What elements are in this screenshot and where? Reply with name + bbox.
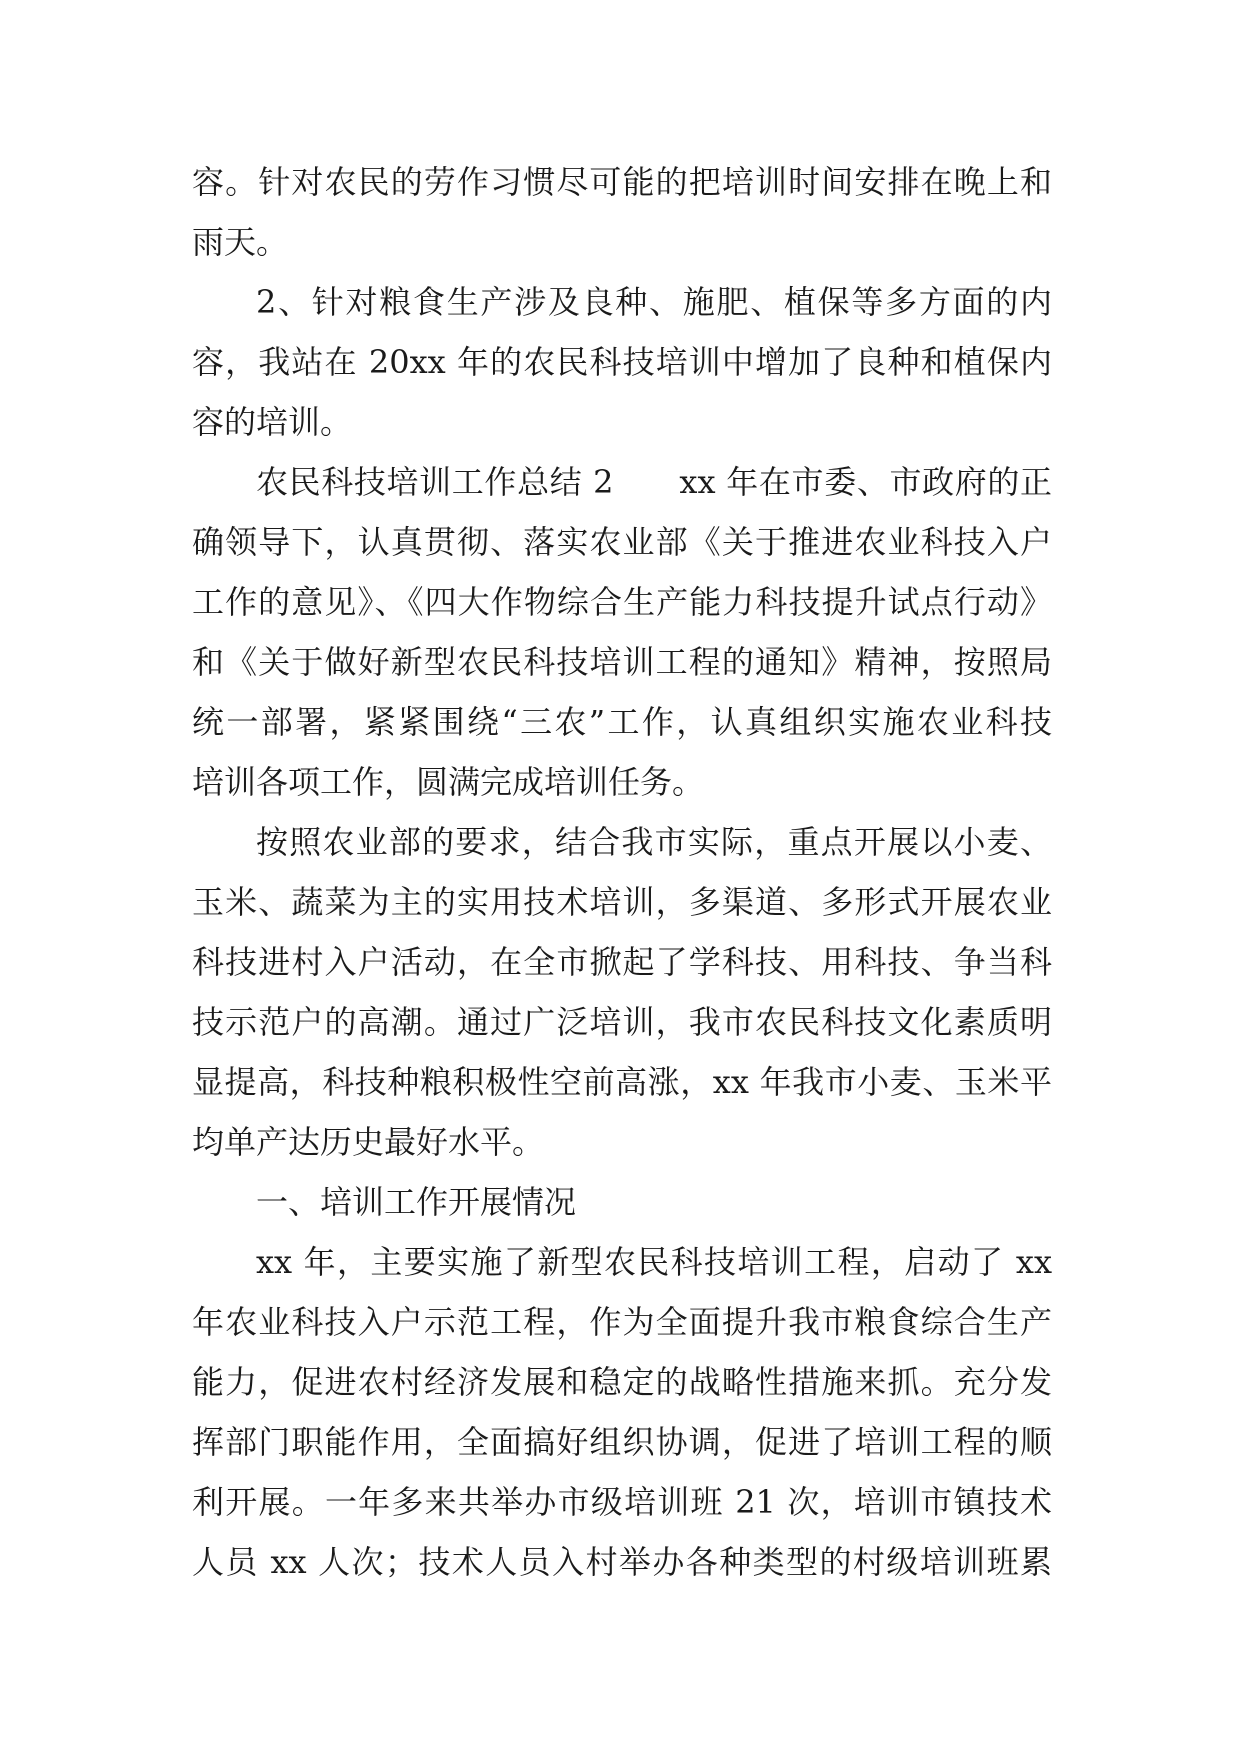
- text-line: 科技进村入户活动，在全市掀起了学科技、用科技、争当科: [192, 943, 1052, 981]
- text-line: 年农业科技入户示范工程，作为全面提升我市粮食综合生产: [192, 1303, 1052, 1341]
- text-line: 挥部门职能作用，全面搞好组织协调，促进了培训工程的顺: [192, 1423, 1052, 1461]
- text-line: 工作的意见》、《四大作物综合生产能力科技提升试点行动》: [192, 583, 1052, 621]
- text-line: 统一部署，紧紧围绕“三农”工作，认真组织实施农业科技: [192, 703, 1052, 741]
- text-line: 雨天。: [192, 223, 289, 261]
- text-line: 农民科技培训工作总结 2 xx 年在市委、市政府的正: [256, 463, 1052, 501]
- text-line: 利开展。一年多来共举办市级培训班 21 次，培训市镇技术: [192, 1483, 1052, 1521]
- text-line: xx 年，主要实施了新型农民科技培训工程，启动了 xx: [256, 1243, 1052, 1281]
- text-line: 一、培训工作开展情况: [256, 1183, 577, 1221]
- text-line: 容的培训。: [192, 403, 353, 441]
- text-line: 玉米、蔬菜为主的实用技术培训，多渠道、多形式开展农业: [192, 883, 1052, 921]
- text-line: 容，我站在 20xx 年的农民科技培训中增加了良种和植保内: [192, 343, 1052, 381]
- text-line: 2、针对粮食生产涉及良种、施肥、植保等多方面的内: [256, 283, 1052, 321]
- text-line: 技示范户的高潮。通过广泛培训，我市农民科技文化素质明: [192, 1003, 1052, 1041]
- text-line: 均单产达历史最好水平。: [192, 1123, 545, 1161]
- text-line: 按照农业部的要求，结合我市实际，重点开展以小麦、: [256, 823, 1052, 861]
- text-line: 人员 xx 人次；技术人员入村举办各种类型的村级培训班累: [192, 1543, 1052, 1581]
- text-line: 能力，促进农村经济发展和稳定的战略性措施来抓。充分发: [192, 1363, 1052, 1401]
- text-line: 显提高，科技种粮积极性空前高涨，xx 年我市小麦、玉米平: [192, 1063, 1052, 1101]
- text-line: 容。针对农民的劳作习惯尽可能的把培训时间安排在晚上和: [192, 163, 1052, 201]
- text-line: 培训各项工作，圆满完成培训任务。: [192, 763, 705, 801]
- text-line: 确领导下，认真贯彻、落实农业部《关于推进农业科技入户: [192, 523, 1052, 561]
- text-line: 和《关于做好新型农民科技培训工程的通知》精神，按照局: [192, 643, 1052, 681]
- document-body: [192, 152, 1052, 1592]
